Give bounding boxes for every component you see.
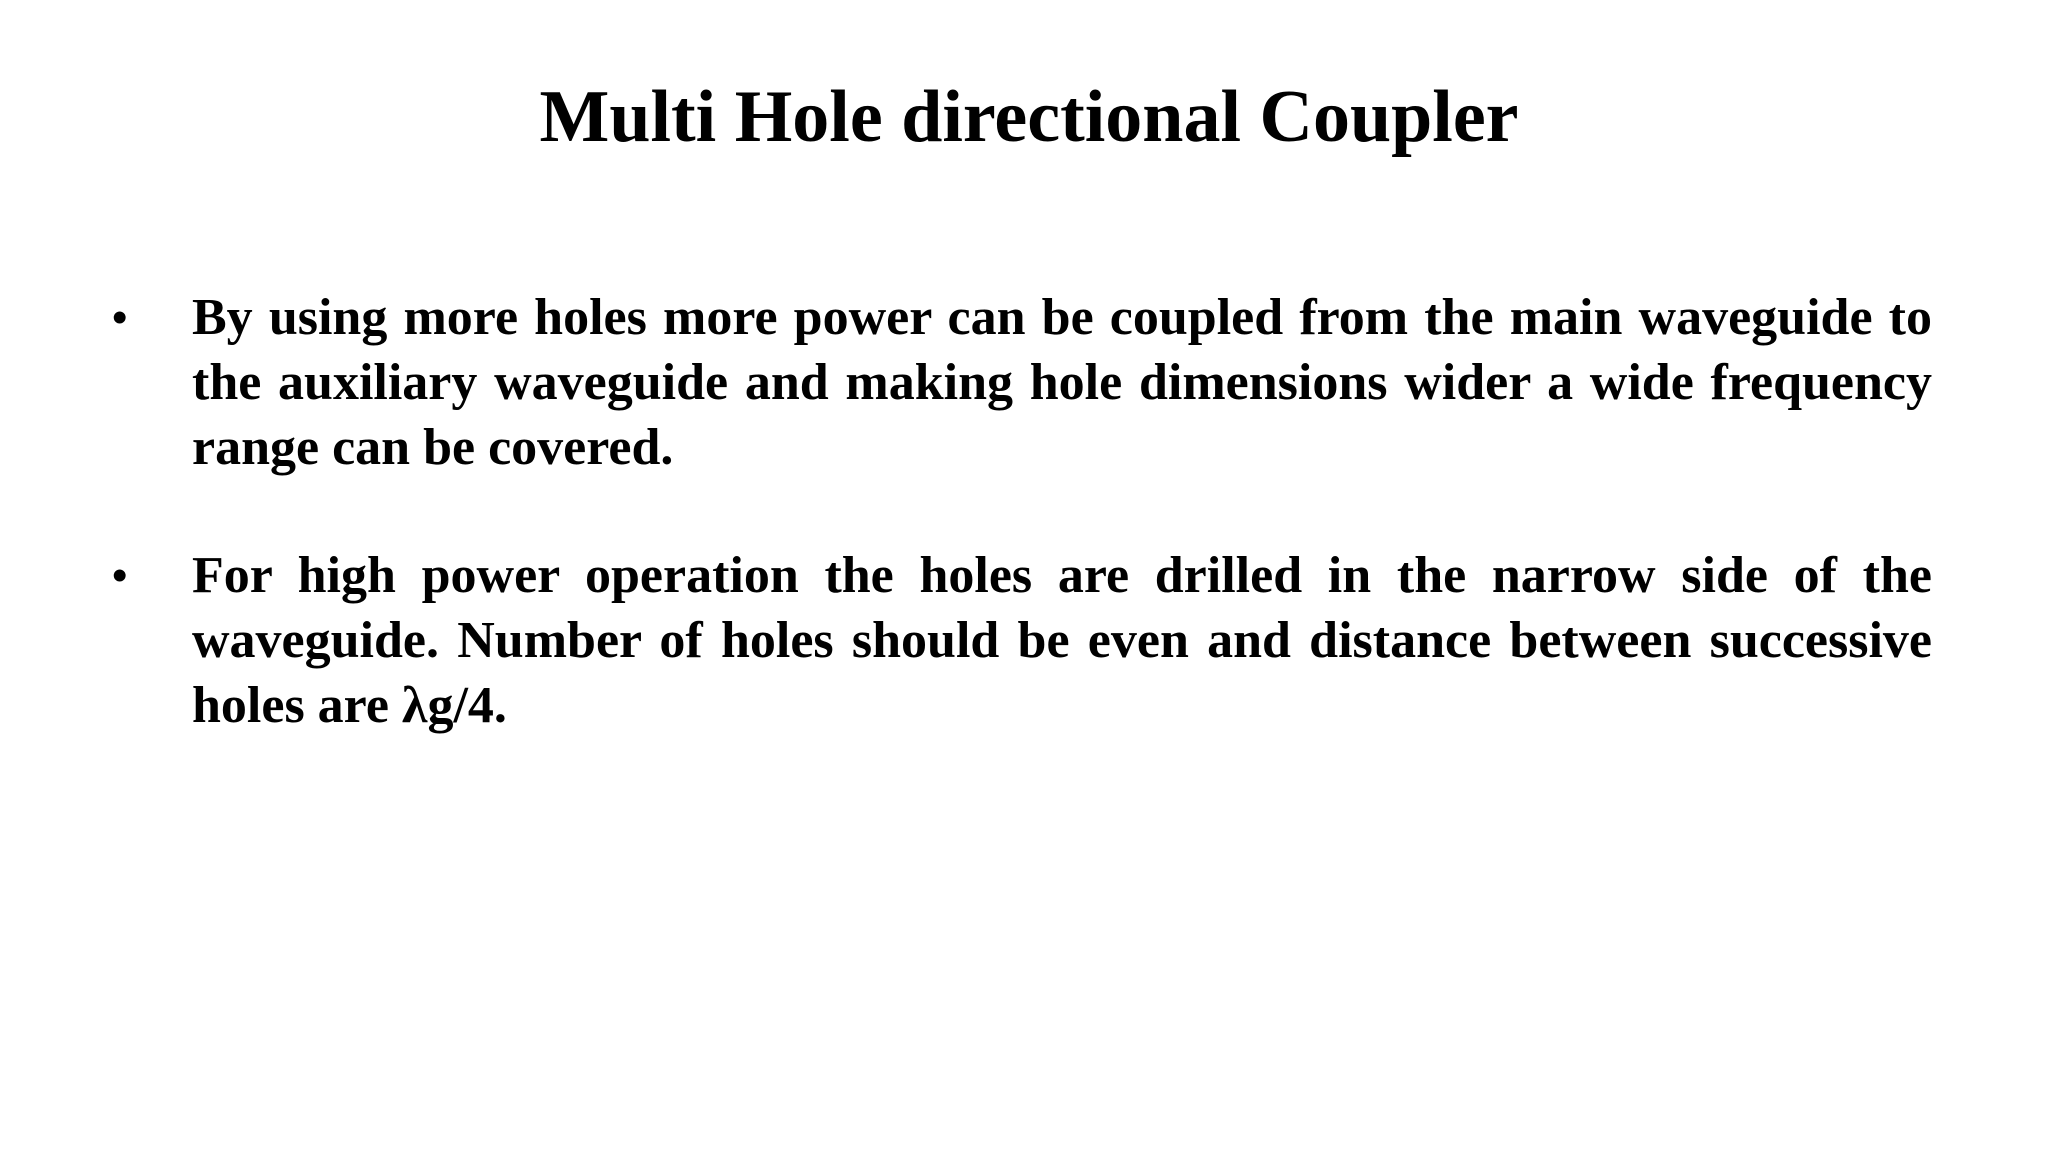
slide-title: Multi Hole directional Coupler bbox=[539, 76, 1519, 158]
bullet-marker: • bbox=[112, 293, 128, 342]
bullet-text: For high power operation the holes are drilled in the narrow side of the waveguide. Number of holes should be even and distance between successive holes are λg/4. bbox=[192, 547, 1932, 734]
bullet-text: By using more holes more power can be coupled from the main waveguide to the auxiliary waveguide and making hole dimensions wider a wide frequency range can be covered. bbox=[192, 289, 1932, 476]
bullet-item bbox=[112, 543, 1932, 738]
bullet-item bbox=[112, 285, 1932, 480]
bullet-marker: • bbox=[112, 551, 128, 600]
